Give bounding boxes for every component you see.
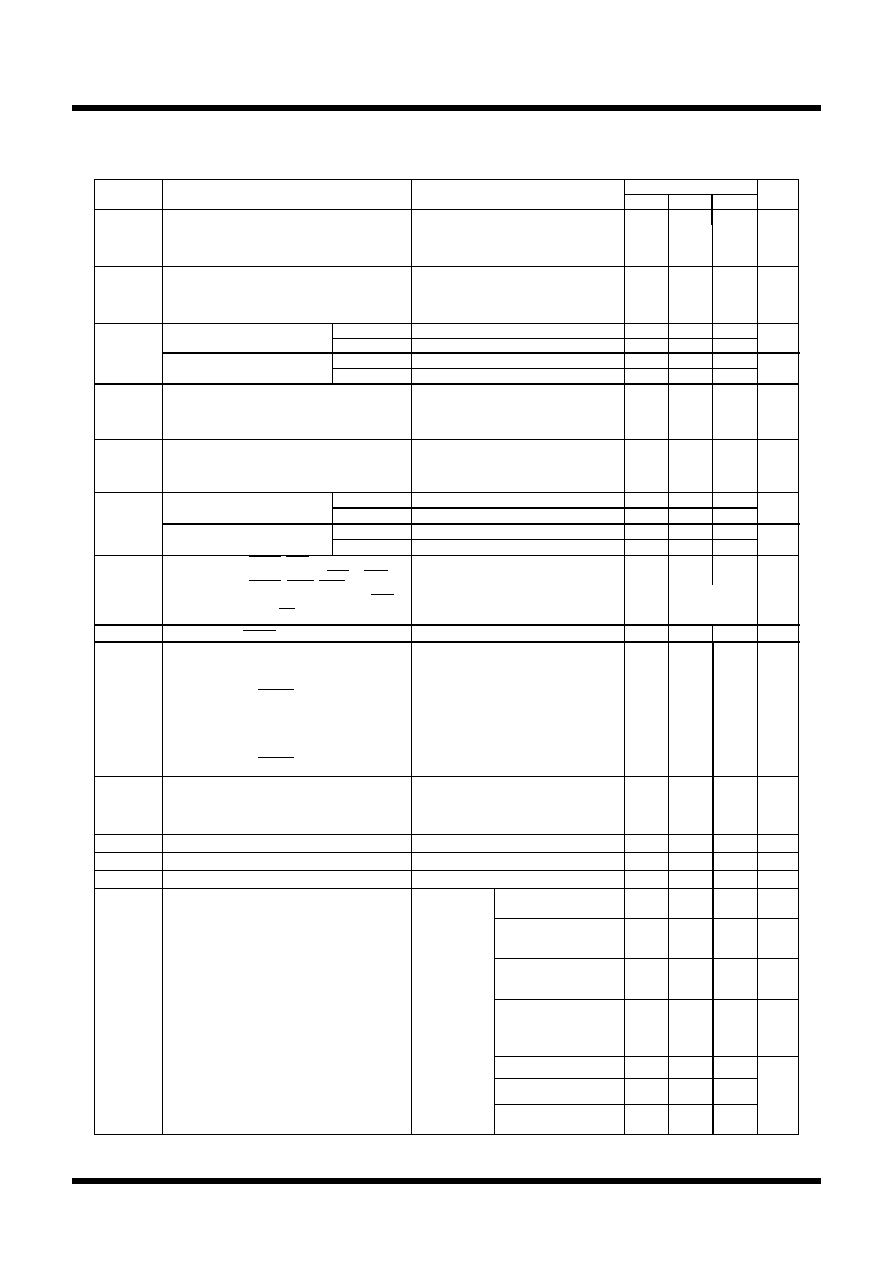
table-frame — [95, 180, 799, 1135]
bottom-rule — [72, 1178, 821, 1184]
